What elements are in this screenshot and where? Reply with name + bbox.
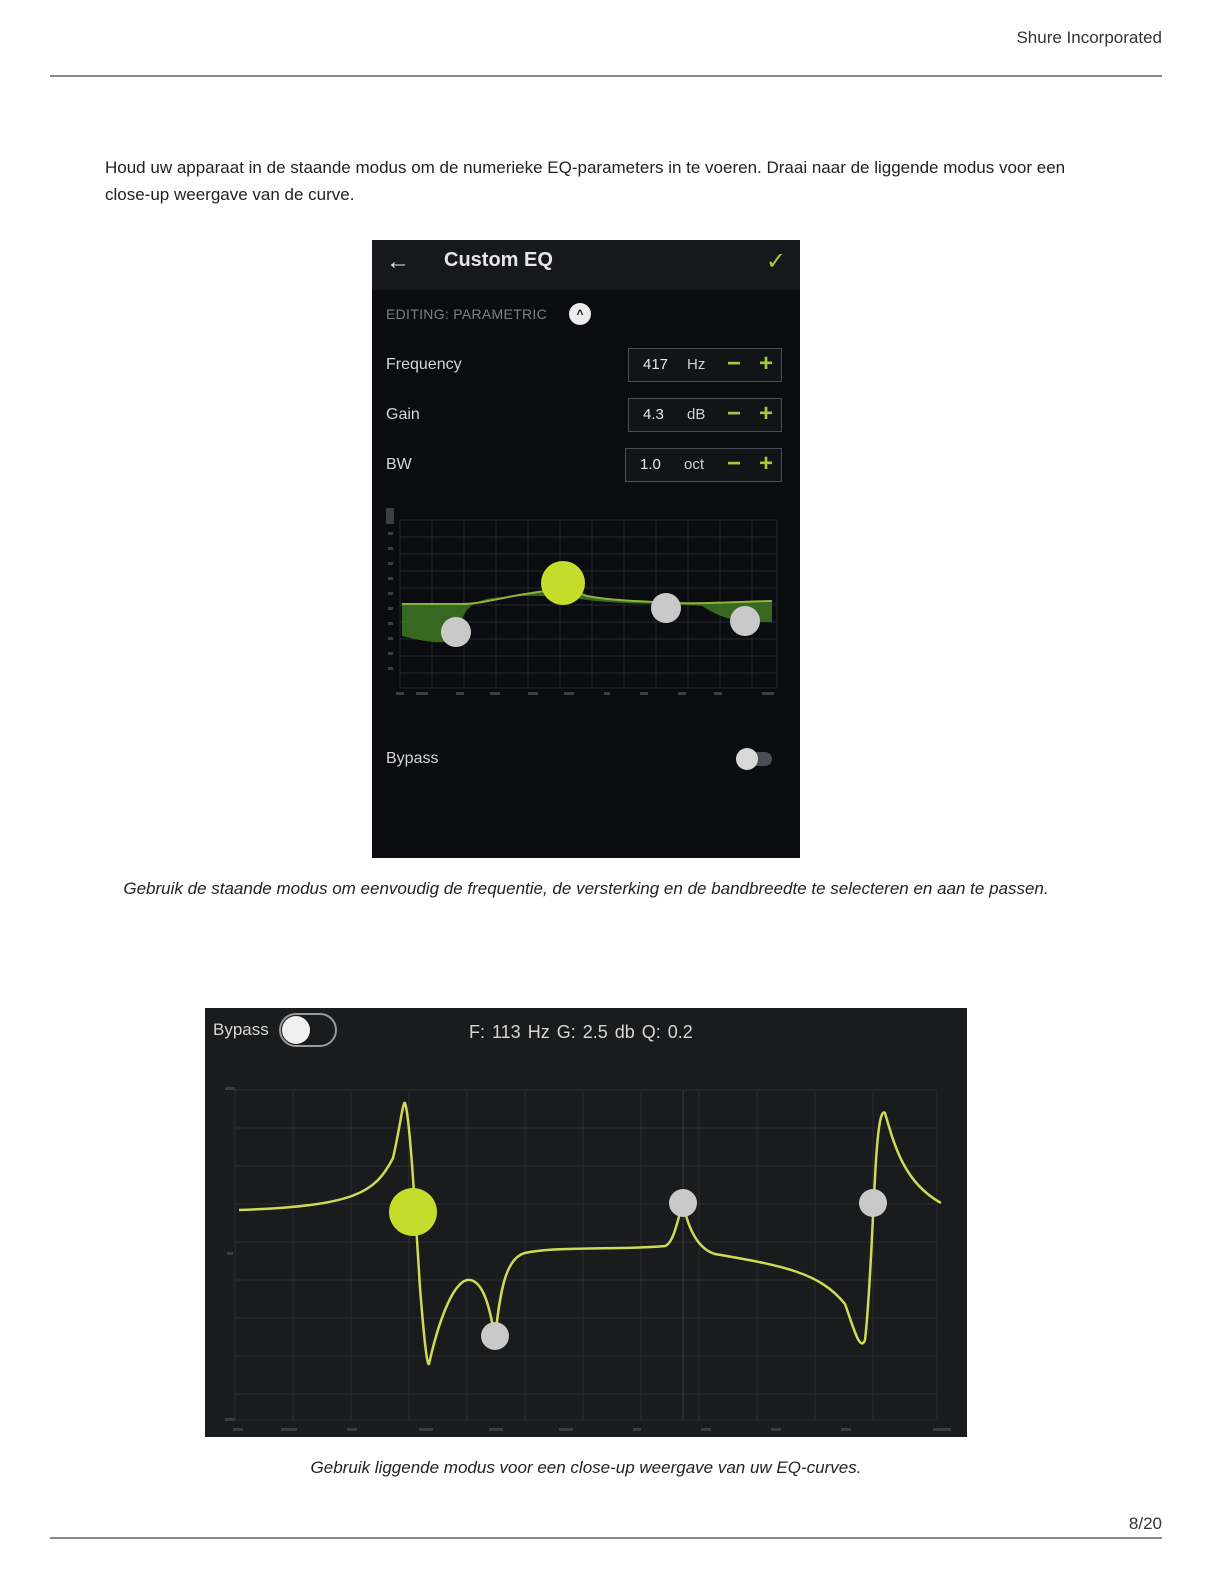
editing-mode-label: EDITING: PARAMETRIC xyxy=(386,306,548,322)
bw-label: BW xyxy=(386,456,412,473)
chevron-up-icon[interactable]: ^ xyxy=(569,303,591,325)
eq-graph-axis-marks xyxy=(225,1087,951,1431)
checkmark-icon[interactable]: ✓ xyxy=(765,248,786,275)
frequency-label: Frequency xyxy=(386,356,462,373)
frequency-unit: Hz xyxy=(687,356,706,373)
intro-paragraph: Houd uw apparaat in de staande modus om de numerieke EQ-parameters in te voeren. Draai naar de liggende modus voor een close-up weergave van de curve. xyxy=(105,158,1066,204)
bw-minus-button[interactable]: − xyxy=(726,450,741,477)
bypass-label: Bypass xyxy=(213,1020,269,1039)
eq-parameter-readout: F: 113 Hz G: 2.5 db Q: 0.2 xyxy=(469,1022,693,1042)
bw-value[interactable]: 1.0 xyxy=(640,456,661,473)
eq-band-handle[interactable] xyxy=(651,593,681,623)
gain-minus-button[interactable]: − xyxy=(726,400,741,427)
bypass-toggle[interactable] xyxy=(279,1013,337,1047)
frequency-plus-button[interactable]: + xyxy=(758,350,773,377)
bw-unit: oct xyxy=(684,456,705,473)
eq-band-handle[interactable] xyxy=(669,1189,697,1217)
figure-caption-portrait: Gebruik de staande modus om eenvoudig de frequentie, de versterking en de bandbreedte te selecteren en aan te passen. xyxy=(123,879,1049,898)
screen-title: Custom EQ xyxy=(444,249,553,271)
eq-response-curve xyxy=(239,1103,941,1364)
back-arrow-icon[interactable]: ← xyxy=(386,248,410,275)
eq-band-handle[interactable] xyxy=(730,606,760,636)
frequency-value[interactable]: 417 xyxy=(643,356,669,373)
page-number: 8/20 xyxy=(1128,1514,1162,1533)
bw-field[interactable] xyxy=(625,448,782,482)
bypass-label: Bypass xyxy=(386,750,439,767)
landscape-screenshot xyxy=(205,1008,967,1437)
bw-plus-button[interactable]: + xyxy=(758,450,773,477)
app-bar xyxy=(372,240,800,290)
gain-field[interactable] xyxy=(628,398,782,432)
frequency-field[interactable] xyxy=(628,348,782,382)
header-rule xyxy=(50,75,1162,77)
page-header: Shure Incorporated xyxy=(1016,28,1162,47)
eq-band-handle[interactable] xyxy=(859,1189,887,1217)
figure-caption-landscape: Gebruik liggende modus voor een close-up weergave van uw EQ-curves. xyxy=(310,1458,862,1477)
eq-curve-graph-landscape[interactable] xyxy=(205,1008,967,1437)
eq-graph-axis-marks xyxy=(386,508,774,695)
gain-unit: dB xyxy=(687,406,706,423)
portrait-screenshot xyxy=(372,240,800,858)
bypass-toggle-knob[interactable] xyxy=(282,1016,310,1044)
bypass-toggle-knob[interactable] xyxy=(736,748,758,770)
eq-graph-grid xyxy=(235,1090,937,1420)
eq-band-handle[interactable] xyxy=(441,617,471,647)
eq-band-handle-active[interactable] xyxy=(541,561,585,605)
eq-band-handle[interactable] xyxy=(481,1322,509,1350)
gain-label: Gain xyxy=(386,406,420,423)
eq-band-handle-active[interactable] xyxy=(389,1188,437,1236)
eq-curve-graph[interactable] xyxy=(372,500,800,710)
gain-value[interactable]: 4.3 xyxy=(643,406,664,423)
footer-rule xyxy=(50,1537,1162,1539)
gain-plus-button[interactable]: + xyxy=(758,400,773,427)
frequency-minus-button[interactable]: − xyxy=(726,350,741,377)
